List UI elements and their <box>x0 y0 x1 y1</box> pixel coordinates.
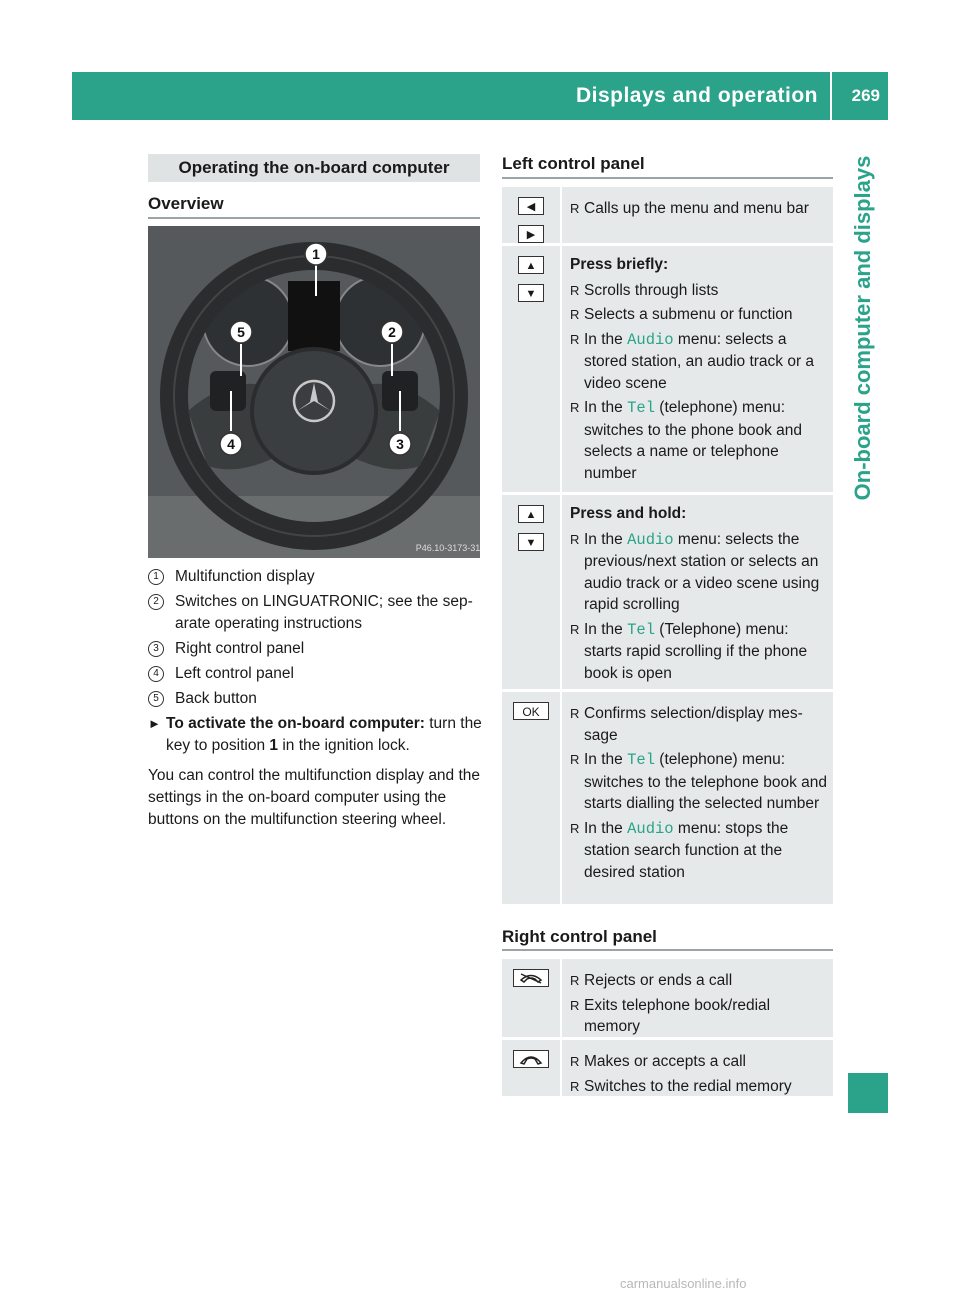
right-panel-title: Right control panel <box>502 927 657 946</box>
menu-name: Tel <box>627 751 655 769</box>
up-arrow-key-icon: ▲ <box>518 256 544 274</box>
description-column <box>562 959 833 1037</box>
item-text: In the <box>584 819 628 837</box>
list-item: R Scrolls through lists <box>570 280 829 302</box>
legend <box>148 566 482 831</box>
description-column <box>562 246 833 492</box>
legend-text: Switches on LINGUATRONIC; see the sep-arate operating instructions <box>175 593 473 632</box>
legend-text: Right control panel <box>175 640 305 657</box>
left-panel-title: Left control panel <box>502 154 645 173</box>
menu-name: Audio <box>627 530 674 549</box>
list-item: R Exits telephone book/redial memory <box>570 995 829 1038</box>
legend-item <box>148 688 482 710</box>
legend-number: 2 <box>148 594 164 610</box>
step-text: turn the key to position <box>166 715 482 754</box>
item-text: In the <box>584 751 628 768</box>
legend-item <box>148 566 482 588</box>
item-text: (telephone) menu: switches to the telephone book and starts dialling the selected number <box>584 751 828 812</box>
down-arrow-key-icon: ▼ <box>518 284 544 302</box>
steering-wheel-illustration <box>148 226 480 558</box>
list-item <box>570 749 829 815</box>
item-text: (Telephone) menu: starts rapid scrolling if the phone book is open <box>584 620 808 682</box>
list-item <box>570 529 829 616</box>
step-text-end: in the ignition lock. <box>278 737 410 754</box>
phone-icon <box>513 1050 549 1068</box>
overview-rule <box>148 217 480 219</box>
menu-name: Audio <box>627 330 674 349</box>
legend-text: Multifunction display <box>175 568 315 585</box>
description-column <box>562 1040 833 1096</box>
up-arrow-key-icon: ▲ <box>518 505 544 523</box>
list-item: R Rejects or ends a call <box>570 970 829 992</box>
row-heading: Press briefly: <box>570 256 669 273</box>
list-item <box>570 619 829 685</box>
list-item <box>570 397 829 484</box>
right-panel-rule <box>502 949 833 951</box>
list-item: R Makes or accepts a call <box>570 1051 829 1073</box>
page-header <box>72 72 888 120</box>
legend-text: Back button <box>175 690 257 707</box>
list-item: R Switches to the redial memory <box>570 1076 829 1098</box>
table-row <box>502 187 833 246</box>
table-row <box>502 692 833 907</box>
description-paragraph: You can control the multifunction display and the settings in the on-board computer using the buttons on the multifunction steering wheel. <box>148 767 481 828</box>
left-arrow-key-icon: ◀ <box>518 197 544 215</box>
row-heading: Press and hold: <box>570 505 687 522</box>
description-column <box>562 187 833 243</box>
header-title: Displays and operation <box>575 84 818 107</box>
section-title: Operating the on-board computer <box>148 154 480 182</box>
key-column <box>502 495 562 689</box>
key-column <box>502 959 562 1037</box>
item-text: (telephone) menu: switches to the phone book and selects a name or telephone number <box>584 399 803 482</box>
page-number: 269 <box>851 86 880 105</box>
item-text: menu: selects the previous/next station or selects an audio track or a video scene using rapid scrolling <box>584 530 820 613</box>
table-row <box>502 246 833 495</box>
steering-wheel-photo <box>148 226 480 558</box>
side-tab-label: On-board computer and displays <box>850 155 875 501</box>
key-column <box>502 246 562 492</box>
item-text: In the <box>584 620 628 638</box>
table-row <box>502 959 833 1040</box>
side-tab-marker <box>848 1073 888 1113</box>
legend-number: 3 <box>148 641 164 657</box>
menu-name: Tel <box>627 620 655 639</box>
callout-2: 2 <box>388 324 396 340</box>
item-text: menu: selects a stored station, an audio track or a video scene <box>584 330 815 392</box>
hang-up-icon <box>513 969 549 987</box>
item-text: In the <box>584 530 628 548</box>
step-arrow-icon: ► <box>148 716 161 731</box>
left-panel-rule <box>502 177 833 179</box>
right-arrow-key-icon: ▶ <box>518 225 544 243</box>
step-label: To activate the on-board computer: <box>166 715 425 732</box>
item-text: In the <box>584 399 628 416</box>
legend-number: 1 <box>148 569 164 585</box>
key-column <box>502 1040 562 1096</box>
legend-number: 5 <box>148 691 164 707</box>
ok-key-icon: OK <box>513 702 549 720</box>
legend-item <box>148 638 482 660</box>
callout-5: 5 <box>237 324 245 340</box>
table-row <box>502 495 833 692</box>
list-item <box>570 818 829 884</box>
list-item: R Calls up the menu and menu bar <box>570 198 829 220</box>
item-text: menu: stops the station search function at the desired station <box>584 819 789 881</box>
legend-number: 4 <box>148 666 164 682</box>
legend-text: Left control panel <box>175 665 294 682</box>
menu-name: Tel <box>627 399 655 417</box>
legend-item <box>148 663 482 685</box>
down-arrow-key-icon: ▼ <box>518 533 544 551</box>
callout-1: 1 <box>312 246 320 262</box>
callout-4: 4 <box>227 436 235 452</box>
description-column <box>562 692 833 904</box>
list-item: R Confirms selection/display mes-sage <box>570 703 829 746</box>
table-row <box>502 1040 833 1099</box>
header-separator <box>830 72 832 120</box>
step-position: 1 <box>269 737 279 754</box>
description-column <box>562 495 833 689</box>
image-code: P46.10-3173-31 <box>415 543 480 553</box>
right-control-table <box>502 959 833 1099</box>
left-control-table <box>502 187 833 907</box>
instruction-step <box>148 713 482 757</box>
list-item: R Selects a submenu or function <box>570 304 829 326</box>
watermark-text: carmanualsonline.info <box>620 1276 747 1291</box>
item-text: In the <box>584 330 628 348</box>
menu-name: Audio <box>627 819 674 838</box>
legend-item <box>148 591 482 635</box>
key-column <box>502 187 562 243</box>
overview-title: Overview <box>148 194 224 213</box>
callout-3: 3 <box>396 436 404 452</box>
key-column <box>502 692 562 904</box>
list-item <box>570 329 829 395</box>
